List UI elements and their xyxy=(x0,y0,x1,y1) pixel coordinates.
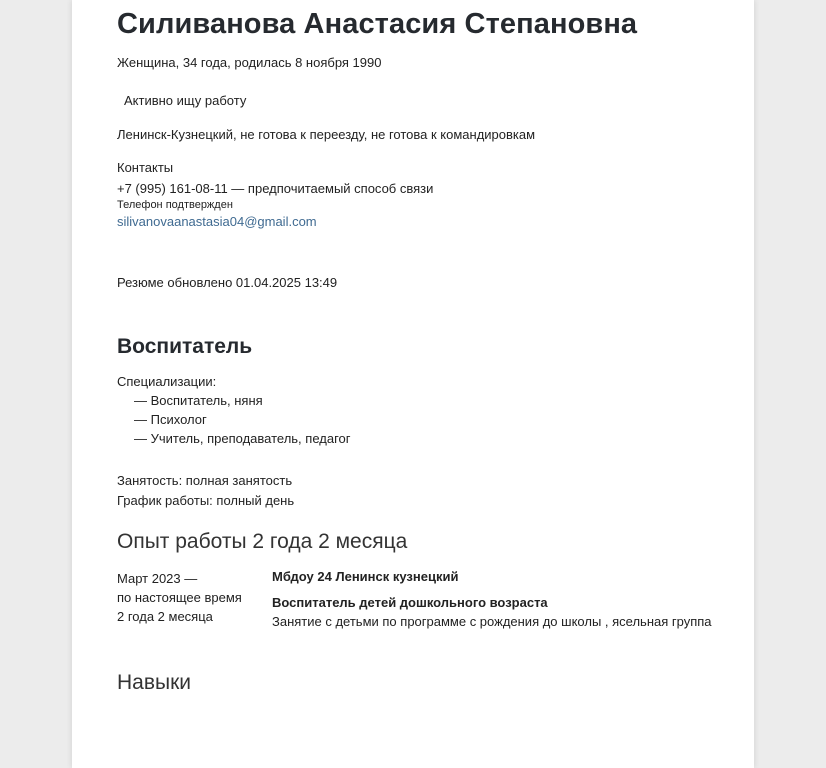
employment-type: Занятость: полная занятость xyxy=(117,473,293,488)
experience-period xyxy=(117,569,242,626)
job-search-status: Активно ищу работу xyxy=(124,93,247,108)
email-link[interactable]: silivanovaanastasia04@gmail.com xyxy=(117,214,317,229)
job-role: Воспитатель детей дошкольного возраста xyxy=(272,595,548,610)
resume-page xyxy=(72,0,754,768)
phone-verified-note: Телефон подтвержден xyxy=(117,199,233,211)
work-schedule: График работы: полный день xyxy=(117,493,295,508)
experience-details xyxy=(272,569,712,631)
specialization-item: — Психолог xyxy=(134,412,207,427)
specialization-item: — Учитель, преподаватель, педагог xyxy=(134,431,351,446)
job-description: Занятие с детьми по программе с рождения до школы , ясельная группа xyxy=(272,614,712,629)
specializations-list xyxy=(134,391,351,448)
skills-heading: Навыки xyxy=(117,671,192,694)
personal-info: Женщина, 34 года, родилась 8 ноября 1990 xyxy=(117,55,382,70)
experience-start: Март 2023 — xyxy=(117,571,198,586)
specialization-item: — Воспитатель, няня xyxy=(134,393,263,408)
company-name: Мбдоу 24 Ленинск кузнецкий xyxy=(272,569,459,584)
specializations-heading: Специализации: xyxy=(117,374,217,389)
experience-duration: 2 года 2 месяца xyxy=(117,609,213,624)
contacts-heading: Контакты xyxy=(117,160,174,175)
position-title: Воспитатель xyxy=(117,335,253,358)
location-info: Ленинск-Кузнецкий, не готова к переезду, не готова к командировкам xyxy=(117,127,536,142)
candidate-name: Силиванова Анастасия Степановна xyxy=(117,8,638,40)
experience-heading: Опыт работы 2 года 2 месяца xyxy=(117,530,408,553)
resume-updated: Резюме обновлено 01.04.2025 13:49 xyxy=(117,275,338,290)
phone-number: +7 (995) 161-08-11 — предпочитаемый способ связи xyxy=(117,181,434,196)
experience-end: по настоящее время xyxy=(117,590,242,605)
